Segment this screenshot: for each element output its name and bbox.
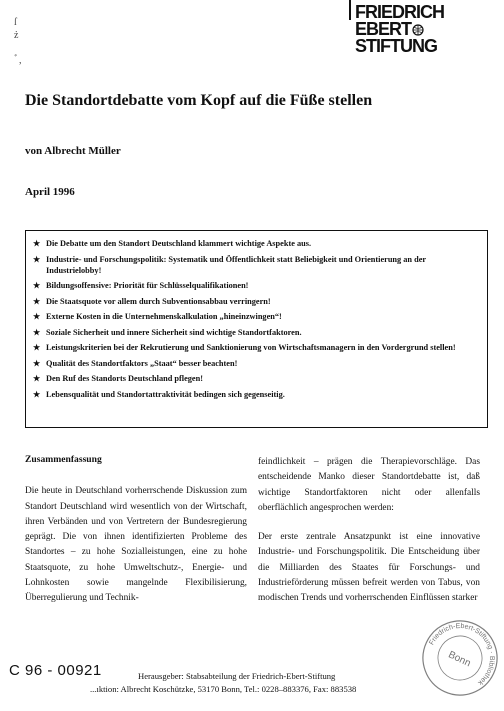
summary-box: [25, 230, 488, 428]
footer-publisher: Herausgeber: Stabsabteilung der Friedrich-Ebert-Stiftung: [138, 671, 336, 681]
summary-point-text: Soziale Sicherheit und innere Sicherheit sind wichtige Standortfaktoren.: [46, 327, 302, 337]
summary-point: [32, 254, 481, 276]
margin-mark: ﾞ,: [14, 55, 22, 66]
margin-mark: ż: [14, 30, 19, 41]
publication-date: April 1996: [25, 186, 75, 198]
summary-paragraph: Die heute in Deutschland vorherrschende Diskussion zum Standort Deutschland wird wesentlich von der Wirtschaft, ihren Verbänden und von Vertretern der Bundesregierung geprägt. Die von ihnen identifizierten Probleme des Standortes – zu hohe Sozialleistungen, eine zu hohe Staatsquote, zu hohe Umweltschutz-, Energie- und Lohnkosten sowie mangelnde Flexibilisierung, Überregulierung und Technik-: [25, 486, 247, 604]
summary-point: [32, 296, 481, 307]
star-bullet-icon: ★: [33, 312, 41, 321]
globe-icon: [412, 24, 424, 36]
star-bullet-icon: ★: [33, 254, 41, 264]
margin-mark: ſ: [14, 17, 17, 28]
summary-point: [32, 280, 481, 291]
document-title: Die Standortdebatte vom Kopf auf die Füße stellen: [25, 92, 373, 109]
summary-point: [32, 311, 481, 322]
summary-point: [32, 389, 481, 400]
logo-line-2: EBERT: [355, 21, 495, 38]
summary-point-text: Leistungskriterien bei der Rekrutierung und Sanktionierung von Wirtschaftsmanagern in den Vordergrund stellen!: [46, 343, 456, 352]
summary-point: [32, 342, 481, 353]
section-heading: Zusammenfassung: [25, 454, 102, 465]
summary-point-text: Externe Kosten in die Unternehmenskalkulation „hineinzwingen“!: [46, 312, 282, 321]
star-bullet-icon: ★: [33, 389, 41, 399]
star-bullet-icon: ★: [33, 281, 41, 290]
fes-logo: [355, 4, 495, 55]
summary-point: [32, 358, 481, 369]
footer-editor: ...ıktion: Albrecht Koschützke, 53170 Bonn, Tel.: 0228–883376, Fax: 883538: [90, 684, 357, 694]
star-bullet-icon: ★: [33, 239, 41, 248]
star-bullet-icon: ★: [33, 374, 41, 383]
summary-point-text: Qualität des Standortfaktors „Staat“ besser beachten!: [46, 358, 238, 368]
summary-list: [32, 238, 481, 400]
logo-line-3: STIFTUNG: [355, 36, 437, 56]
summary-point: [32, 238, 481, 249]
body-paragraph-2: Der erste zentrale Ansatzpunkt ist eine innovative Industrie- und Forschungspolitik. Die Entscheidung über die Milliarden des Staates für Forschungs- und Industrieförderung müssen befreit werden von Tabus, von modischen Trends und vorherrschenden Einflüssen starker: [258, 532, 480, 604]
summary-point-text: Die Debatte um den Standort Deutschland klammert wichtige Aspekte aus.: [46, 239, 312, 248]
stamp-center-text: Bonn: [446, 649, 473, 670]
summary-point-text: Die Staatsquote vor allem durch Subventionsabbau verringern!: [46, 296, 271, 306]
logo-line-1: FRIEDRICH: [355, 2, 444, 22]
library-round-stamp: [420, 618, 500, 698]
summary-point-text: Bildungsoffensive: Priorität für Schlüsselqualifikationen!: [46, 281, 249, 290]
summary-point-text: Industrie- und Forschungspolitik: Systematik und Öffentlichkeit statt Beliebigkeit und Orientierung an der Industrielobby!: [46, 254, 426, 275]
star-bullet-icon: ★: [33, 358, 41, 368]
logo-rule: [349, 0, 351, 20]
summary-point-text: Den Ruf des Standorts Deutschland pflegen!: [46, 374, 203, 383]
left-column: [25, 452, 247, 607]
star-bullet-icon: ★: [33, 327, 41, 337]
summary-point: [32, 373, 481, 384]
body-paragraph-1: feindlichkeit – prägen die Therapievorschläge. Das entscheidende Manko dieser Standortdebatte ist, daß wichtige Standortfaktoren nicht oder allenfalls oberflächlich angesprochen werden:: [258, 457, 480, 513]
right-column: [258, 455, 480, 607]
author-line: von Albrecht Müller: [25, 145, 121, 157]
archive-code-stamp: C 96 - 00921: [9, 662, 102, 679]
summary-point-text: Lebensqualität und Standortattraktivität bedingen sich gegenseitig.: [46, 389, 285, 399]
margin-marks: [14, 16, 22, 67]
star-bullet-icon: ★: [33, 296, 41, 306]
stamp-ring-text: Friedrich-Ebert-Stiftung · Bibliothek: [428, 622, 496, 687]
summary-point: [32, 327, 481, 338]
star-bullet-icon: ★: [33, 343, 41, 352]
